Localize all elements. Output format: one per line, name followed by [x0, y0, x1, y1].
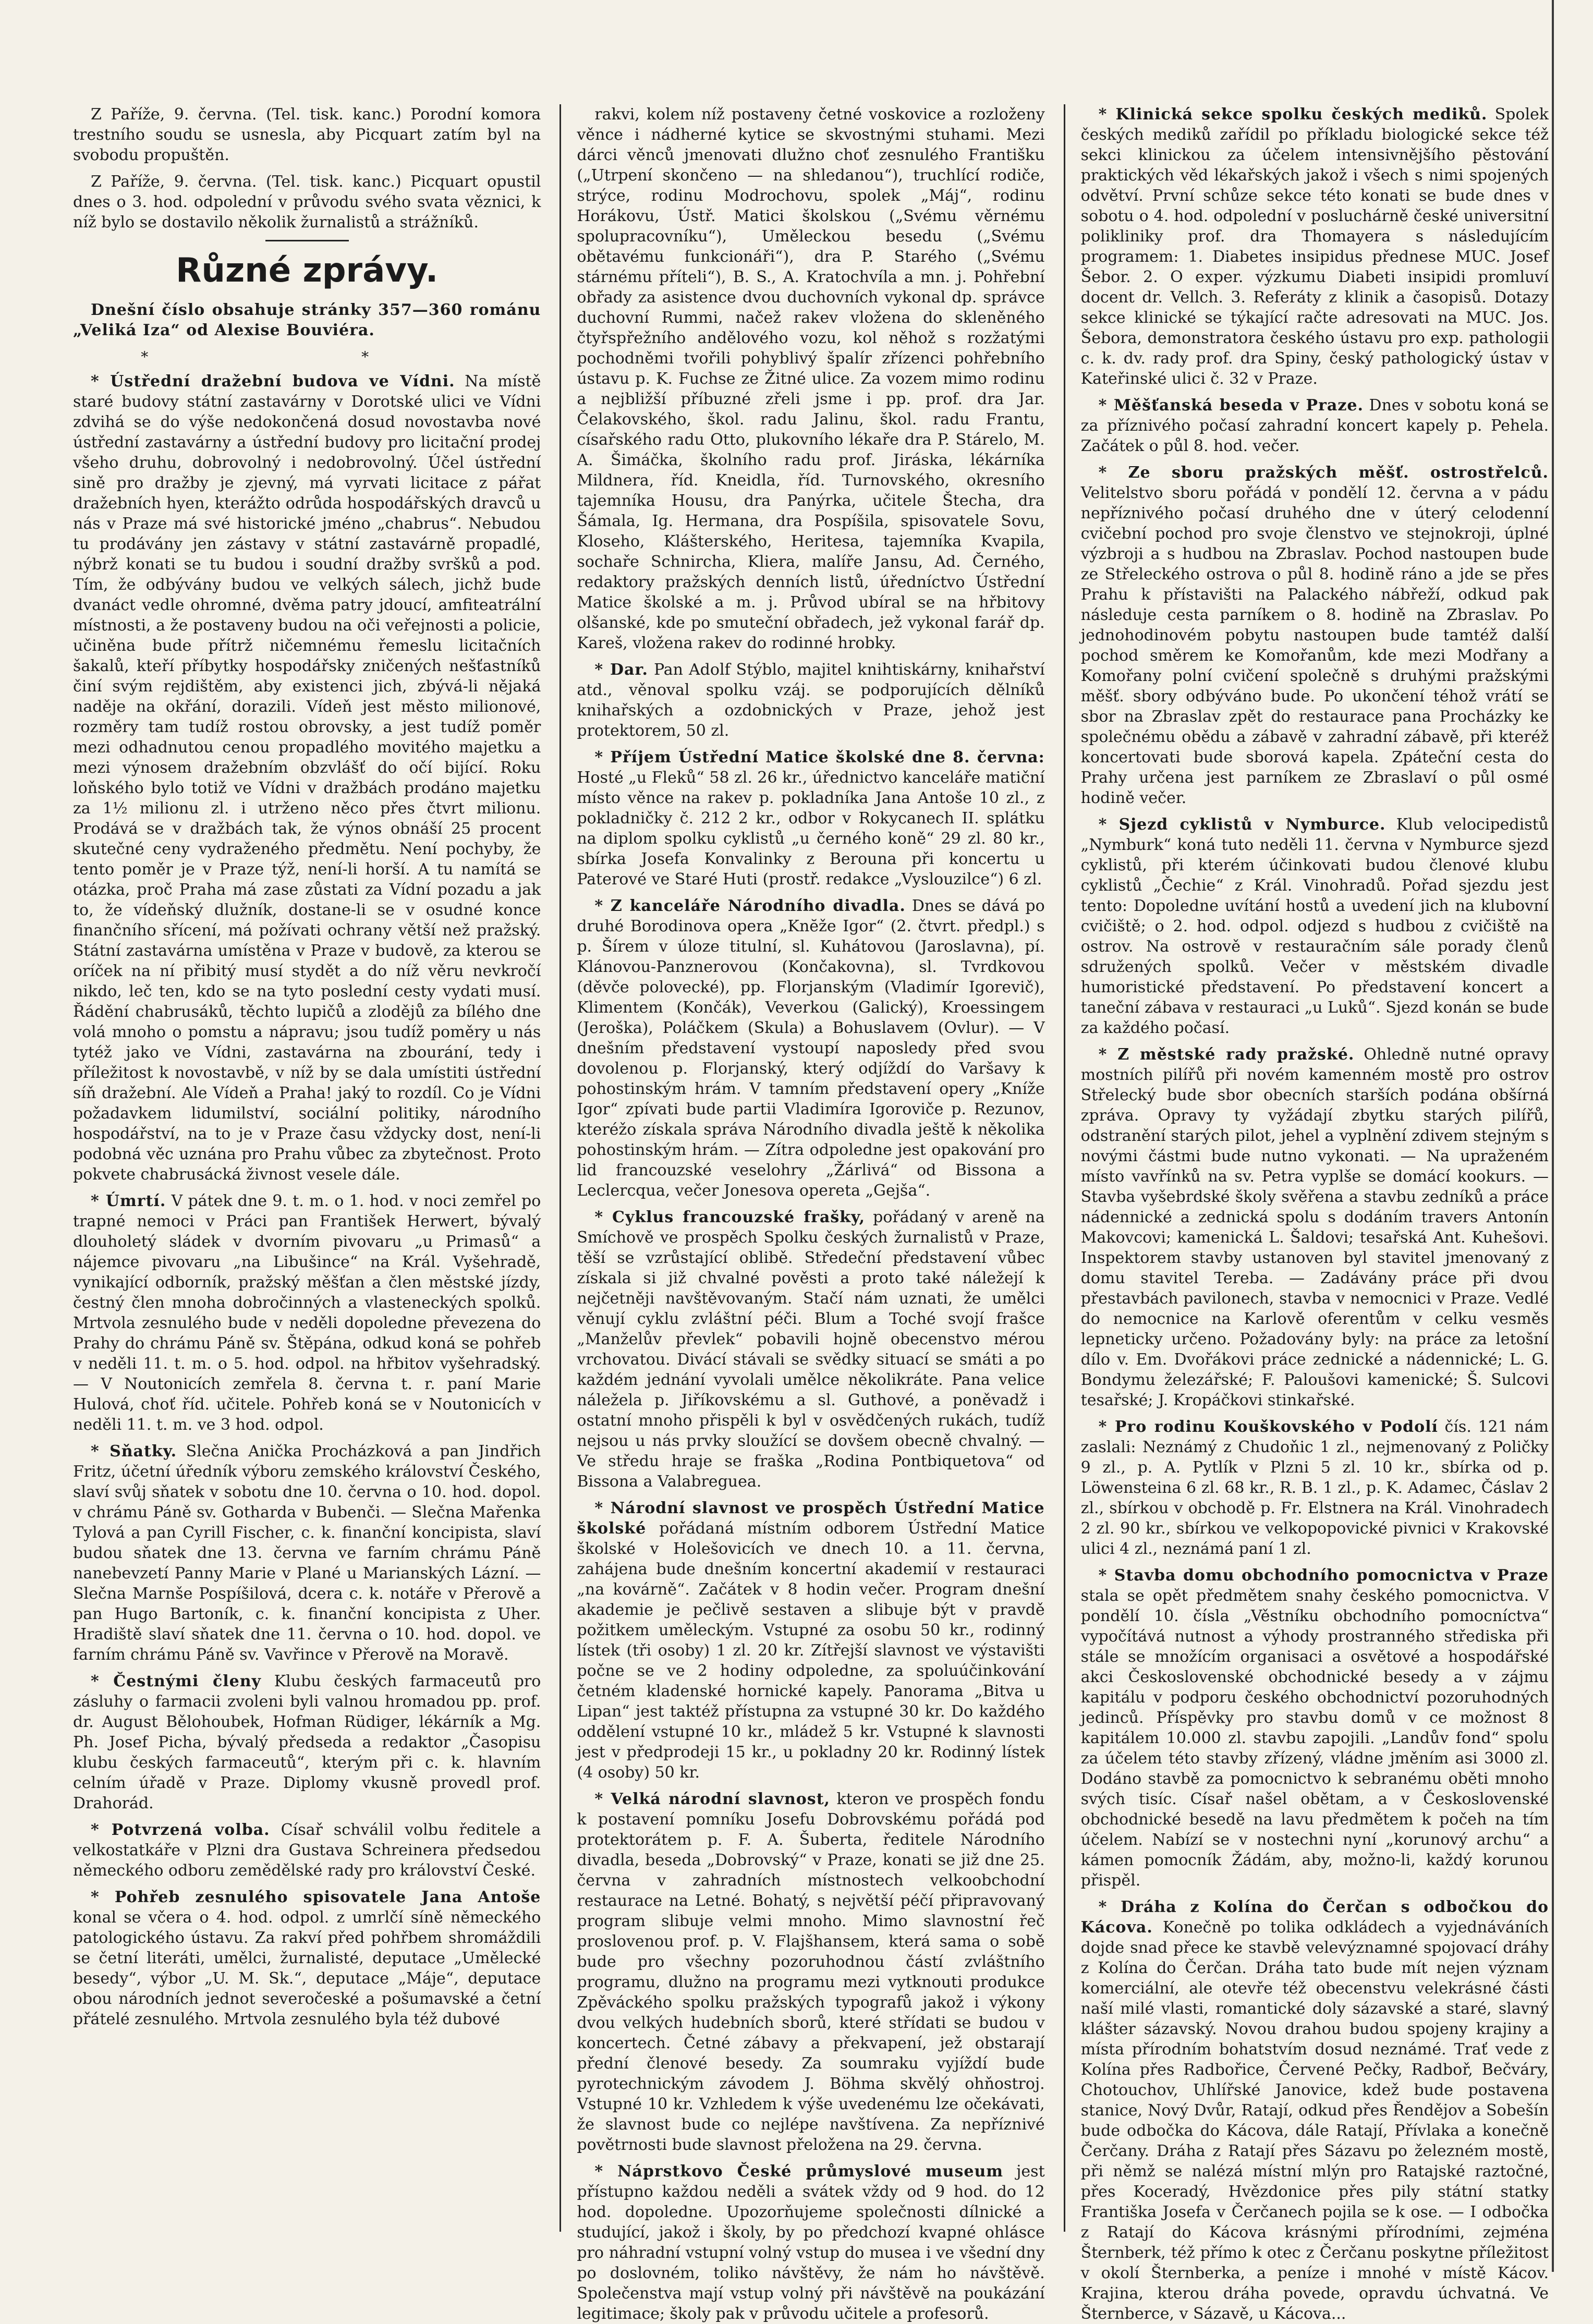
- article-lead: * Z městské rady pražské.: [1098, 1045, 1355, 1064]
- article-great-celebration: [577, 1789, 1044, 2155]
- article-body: konal se včera o 4. hod. odpol. z umrlčí síně německého patologického ústavu. Za rakví před pohřbem shromáždili se četní literáti, umělci, žurnalisté, deputace „Umělecké besedy“, výbor „U. M. Sk.“, deputace „Máje“, deputace obou národních jednot severočeské a pošumavské a četní přátelé zesnulého. Mrtvola zesnulého byla též dubové: [73, 1908, 541, 2028]
- article-railway: [1081, 1897, 1549, 2324]
- newspaper-page: [73, 104, 1549, 2323]
- article-body: Pan Adolf Stýblo, majitel knihtiskárny, knihařství atd., věnoval spolku vzáj. se podporujících dělníků knihařských a ozdobnických v Praze, jehož jest protektorem, 50 zl.: [577, 661, 1045, 740]
- article-lead: * Ústřední dražební budova ve Vídni.: [91, 372, 455, 391]
- article-death: [73, 1191, 541, 1435]
- article-body: Císař schválil volbu ředitele a velkostatkáře v Plzni dra Gustava Schreinera předsedou německého odboru zemědělské rady pro království České.: [73, 1821, 541, 1880]
- article-lead: * Klinická sekce spolku českých mediků.: [1098, 105, 1488, 124]
- article-sharpshooters: [1081, 463, 1549, 808]
- article-body: Konečně po tolika odkládech a vyjednáváních dojde snad přece ke stavbě velevýznamné spojovací dráhy z Kolína do Čerčan. Dráha tato bude mít nejen význam komerciální, ale otevře též obecenstvu velekrásné části naší milé vlasti, romantické doly sázavské a staré, slavný klášter sázavský. Novou drahou budou spojeny krajiny a místa přírodním bohatstvím dosud neznámé. Trať vede z Kolína přes Radbořice, Červené Pečky, Radboř, Bečváry, Chotouchov, Uhlířské Janovice, kdež bude postavena stanice, Nový Dvůr, Ratají, odkud přes Řendějov a Sobešín bude odbočka do Kácova, dále Ratají, Přívlaka a konečně Čerčany. Dráha z Ratají přes Sázavu po železném mostě, při němž se nalézá místní mlýn pro Ratajské raztočné, přes Koceradý, Hvězdonice přes pily státní statky Františka Josefa v Čerčanech pojila se k ose. — I odbočka z Ratají do Kácova krásnými přírodními, zejména Šternberk, též přímo k otec z Čerčanu poskytne příležitost v okolí Šternberka, a peníze i mnohé v místě Kácov. Krajina, kterou dráha povede, opravdu úchvatná. Ve Šternberce, v Sázavě, u Kácova...: [1080, 1918, 1549, 2323]
- article-body: Klubu českých farmaceutů pro zásluhy o farmacii zvoleni byli valnou hromadou pp. prof. dr. August Bělohoubek, Hofman Rüdiger, lékárník a Mg. Ph. Josef Picha, bývalý předseda a redaktor „Časopisu klubu českých farmaceutů“, kterým při c. k. hlavním celním úřadě v Praze. Diplomy vkusně provedl prof. Drahorád.: [73, 1672, 541, 1812]
- article-funeral: [73, 1887, 541, 2029]
- article-lead: * Národní slavnost ve prospěch Ústřední Matice školské: [577, 1499, 1045, 1538]
- article-lead: * Čestnými členy: [91, 1672, 261, 1690]
- section-heading: Různé zprávy.: [176, 251, 439, 290]
- article-lead: * Stavba domu obchodního pomocnictva v Praze: [1098, 1566, 1549, 1585]
- article-honorary-members: [73, 1671, 541, 1814]
- article-body: Velitelstvo sboru pořádá v pondělí 12. června a v pádu nepříznivého počasí druhého dne v úterý celodenní cvičební pochod pro svoje členstvo ve stejnokroji, úplné výzbroji a s hudbou na Zbraslav. Pochod nastoupen bude ze Střeleckého ostrova o půl 8. hodině ráno a jde se přes Prahu k přístavišti na Palackého nábřeží, odkud pak následuje cesta parníkem o 8. hodině na Zbraslav. Po jednohodinovém pobytu nastoupen bude tamtéž další pochod směrem ke Komořanům, kde mezi Modřany a Komořany polní cvičení společně s druhými pražskými měšť. sbory odbýváno bude. Po ukončení téhož vrátí se sbor na Zbraslav zpět do restaurace pana Procházky ke společnému obědu a zábavě v zahradní zábavě, při kteréž koncertovati bude sborová kapela. Zpáteční cesta do Prahy určena jest parníkem ze Zbraslaví o půl osmé hodině večer.: [1080, 484, 1549, 807]
- paragraph-picquart-2: Z Paříže, 9. června. (Tel. tisk. kanc.) Picquart opustil dnes o 3. hod. odpolední v průvodu svého svata věznici, k níž bylo se dostavilo několik žurnalistů a strážníků.: [73, 173, 541, 232]
- article-body: kteron ve prospěch fondu k postavení pomníku Josefu Dobrovskému pořádá pod protektorátem p. F. A. Šuberta, ředitele Národního divadla, beseda „Dobrovský“ v Praze, konati se již dne 25. června v zahradních místnostech velkoobchodní restaurace na Letné. Bohatý, s největší péčí připravovaný program slibuje velmi mnoho. Mimo slavnostní řeč proslovenou prof. p. V. Flajšhansem, která sama o sobě bude pro všechny pozoruhodnou částí zvláštního programu, dlužno na programu mezi vytknouti produkce Zpěváckého spolku pražských typografů jakož i výkony dvou velkých hudebních sborů, které střídati se budou v koncertech. Četné zábavy a překvapení, jež obstarají přední členové besedy. Za soumraku vyjíždí bude pyrotechnickým závodem J. Böhma skvělý ohňostroj. Vstupné 10 kr. Vzhledem k výše uvedenému lze očekávati, že slavnost bude co nejlépe navštívena. Za nepříznivé povětrnosti bude slavnost přeložena na 29. června.: [577, 1790, 1045, 2154]
- article-lead: * Pro rodinu Kouškovského v Podolí: [1098, 1418, 1438, 1436]
- article-lead: * Potvrzená volba.: [91, 1821, 270, 1839]
- paragraph-picquart-1: Z Paříže, 9. června. (Tel. tisk. kanc.) Porodní komora trestního soudu se usnesla, aby Picquart zatím byl na svobodu propuštěn.: [73, 105, 541, 164]
- article-lead: * Z kanceláře Národního divadla.: [594, 897, 906, 915]
- article-body: Dnes se dává po druhé Borodinova opera „Knĕže Igor“ (2. čtvrt. předpl.) s p. Šírem v úloze titulní, sl. Kuhátovou (Jaroslavna), pí. Klánovou-Panznerovou (Končakovna), sl. Tvrdkovou (děvče polovecké), pp. Florjanským (Vladimír Igorevič), Klimentem (Končák), Veverkou (Galický), Kroessingem (Jeroška), Poláčkem (Skula) a Bohuslavem (Ovlur). — V dnešním představení vystoupí naposledy před svou dovolenou p. Florjanský, který odjíždí do Varšavy k pohostinským hrám. V tamním představení opery „Kníže Igor“ zpívati bude partii Vladimíra Igoroviče p. Rezunov, kteréžo získala správa Národního divadla ještě k několika pohostinským hrám. — Zítra odpoledne jest opakování pro lid francouzské veselohry „Žárlivá“ od Bissona a Leclercqua, večer Jonesova opereta „Gejša“.: [577, 897, 1045, 1200]
- column-1: [73, 104, 541, 2232]
- article-burgher-club: [1081, 395, 1549, 456]
- article-lead: * Dar.: [594, 661, 648, 679]
- article-lead: * Úmrtí.: [91, 1192, 166, 1210]
- article-gift: [577, 660, 1044, 741]
- article-family-support: [1081, 1417, 1549, 1559]
- page-edge-line: [1552, 0, 1554, 2272]
- article-school-fund: [577, 747, 1044, 890]
- serial-notice: Dnešní číslo obsahuje stránky 357—360 románu „Veliká Iza“ od Alexise Bouviéra.: [73, 301, 541, 339]
- article-lead: * Náprstkovo České průmyslové museum: [594, 2162, 1004, 2181]
- article-body: V pátek dne 9. t. m. o 1. hod. v noci zemřel po trapné nemoci v Práci pan František Herwert, bývalý dlouholetý sládek v dvorním pivovaru „u Primasů“ a nájemce pivovaru „na Libušince“ na Král. Vyšehradě, vynikající odborník, pražský měšťan a člen městské jízdy, čestný člen mnoha dobročinných a vlasteneckých spolků. Mrtvola zesnulého bude v neděli dopoledne převezena do Prahy do chrámu Páně sv. Štěpána, odkud koná se pohřeb v neděli 11. t. m. o 5. hod. odpol. na hřbitov vyšehradský. — V Noutonicích zemřela 8. června t. r. paní Marie Hulová, choť říd. učitele. Pohřeb koná se v Noutonicích v neděli 11. t. m. ve 3 hod. odpol.: [73, 1192, 541, 1434]
- article-body: pořádaná místním odborem Ústřední Matice školské v Holešovicích ve dnech 10. a 11. června, zahájena bude dnešním koncertní akademií v restauraci „na kovárně“. Začátek v 8 hodin večer. Program dnešní akademie je pečlivě sestaven a slibuje být v pravdě požitkem uměleckým. Vstupné za osobu 50 kr., rodinný lístek (tři osoby) 1 zl. 20 kr. Zítřejší slavnost ve výstavišti počne se ve 2 hodiny odpoledne, za spoluúčinkování četném kladenské hornické kapely. Panorama „Bitva u Lipan“ jest taktéž přístupna za vstupné 30 kr. Do každého oddělení vstupné 10 kr., mládež 5 kr. Vstupné k slavnosti jest v předprodeji 15 kr., u pokladny 20 kr. Rodinný lístek (4 osoby) 50 kr.: [577, 1519, 1045, 1782]
- article-confirmed-election: [73, 1820, 541, 1881]
- star-divider: * *: [141, 348, 473, 366]
- article-naprstek-museum: [577, 2161, 1044, 2324]
- article-lead: * Sjezd cyklistů v Nymburce.: [1098, 816, 1386, 834]
- article-lead: * Pohřeb zesnulého spisovatele Jana Antoše: [91, 1888, 541, 1906]
- article-body: jest přístupno každou neděli a svátek vždy od 9 hod. do 12 hod. dopoledne. Upozorňujeme společnosti dílnické a studující, jakož i školy, by po předchozí kvapné ohlásce pro náhradní vstupní volný vstup do musea i ve všední dny po doslovném, toliko návštěvy, že nám ho návštěvě. Společenstva mají vstup volný při návštěvě na poukázání legitimace; školy pak v průvodu učitele a profesorů.: [577, 2162, 1045, 2323]
- article-lead: * Ze sboru pražských měšť. ostrostřelců.: [1098, 464, 1549, 482]
- article-lead: * Cyklus francouzské frašky,: [594, 1208, 866, 1226]
- article-body: čís. 121 nám zaslali: Neznámý z Chudoňic 1 zl., nejmenovaný z Poličky 9 zl., p. A. Pytlík v Plzni 5 zl. 10 kr., sbírka od p. Löwensteina 6 zl. 68 kr., R. B. 1 zl., p. K. Adamec, Čáslav 2 zl., sbírkou v obchodě p. Fr. Elstnera na Král. Vinohradech 2 zl. 90 kr., sbírkou ve velkopopovické pivnici v Krakovské ulici 4 zl., neznámá paní 1 zl.: [1080, 1418, 1549, 1558]
- article-clinical-section: [1081, 104, 1549, 389]
- article-body: Dnes v sobotu koná se za příznivého počasí zahradní koncert kapely p. Pehela. Začátek o půl 8. hod. večer.: [1080, 396, 1549, 455]
- article-body: Hosté „u Fleků“ 58 zl. 26 kr., úřednictvo kanceláře matiční místo věnce na rakev p. pokladníka Jana Antoše 10 zl., z pokladničky č. 212 2 kr., odbor v Rokycanech II. splátku na diplom spolku cyklistů „u černého koně“ 29 zl. 80 kr., sbírka Josefa Konvalinky z Berouna při koncertu u Paterové ve Staré Huti (prostř. redakce „Vyslouzilce“) 6 zl.: [577, 769, 1045, 889]
- article-funeral-continued: rakvi, kolem níž postaveny četné voskovice a rozloženy věnce i nádherné kytice se skvostnými stuhami. Mezi dárci věnců jmenovati dlužno choť zesnulého Františku („Utrpení skončeno — na shledanou“), truchlící rodiče, strýce, rodinu Modrochovu, spolek „Máj“, rodinu Horákovu, Ústř. Matici školskou („Svému věrnému spolupracovníku“), Uměleckou besedu („Svému obětavému funkcionáři“), dra P. Starého („Svému stárnému příteli“), B. S., A. Kratochvíla a mn. j. Pohřební obřady za asistence dvou duchovních vykonal dp. správce duchovní Rummi, načež rakev vložena do skleněného čtyřspřežního andělového vozu, kol něhož s rozžatými pochodněmi tvořili pohyblivý špalír zřízenci pohřebního ústavu p. K. Fuchse ze Žitné ulice. Za vozem mimo rodinu a nejbližší příbuzné zřeli jsme i pp. prof. dra Jar. Čelakovského, škol. radu Jalinu, škol. radu Frantu, císařského radu Otto, plukovního lékaře dra P. Stárelo, M. A. Šimáčka, školního radu prof. Jiráska, lékárníka Mildnera, říd. Kneidla, říd. Turnovského, okresního tajemníka Housu, dra Panýrka, učitele Štecha, dra Šámala, Ig. Hermana, dra Pospíšila, spisovatele Sovu, Kloseho, Klášterského, Heritesa, tajemníka Kvapila, sochaře Schnircha, Kliera, malíře Jansu, Ad. Černého, redaktory pražských denních listů, úředníctvo Ústřední Matice školské a m. j. Průvod ubíral se na hřbitovy olšanské, kde po smuteční obřadech, jež vykonal farář dp. Kareš, vložena rakev do rodinné hrobky.: [577, 105, 1045, 652]
- article-weddings: [73, 1441, 541, 1665]
- article-lead: * Měšťanská beseda v Praze.: [1098, 396, 1364, 415]
- column-2: [560, 104, 1045, 2323]
- article-lead: * Sňatky.: [91, 1442, 177, 1461]
- article-city-council: [1081, 1044, 1549, 1410]
- article-body: Na místě staré budovy státní zastavárny v Dorotské ulici ve Vídni zdvihá se do výše nedokončená dosud novostavba nové ústřední zastavárny a ústřední budovy pro licitační prodej všeho druhu, dobrovolný i nedobrovolný. Účel ústřední sině pro dražby je zjevný, má vyrvati licitace z pářat dražebních hyen, kterážto odrůda hospodářských dravců u nás v Praze má své historické jméno „chabrus“. Nebudou tu prodávány jen zástavy v státní zastavárně propadlé, nýbrž konati se tu budou i soudní dražby svršků a pod. Tím, že odbývány budou ve velkých sálech, jichž bude dvanáct vedle ohromné, dvěma patry jdoucí, amfiteatrální místnosti, a že postaveny budou na oči veřejnosti a policie, učiněna bude přítrž ničemnému řemeslu licitačních šakalů, kteří příbytky hospodářsky zničených nešťastníků činí svým rejdištěm, aby existenci jich, zbývá-li nějaká naděje na okřání, dorazili. Vídeň jest město milionové, rozměry tam tudíž rostou obrovsky, a jest tudíž poměr mezi odhadnutou cenou propadlého movitého majetku a mezi výnosem dražebním obzvlášť do očí bijící. Roku loňského bylo totiž ve Vídni v dražbách prodáno majetku za 1½ milionu zl. i utrženo něco přes čtvrt milionu. Prodává se v dražbách tak, že výnos obnáší 25 procent skutečné ceny vydraženého předmětu. Není pochyby, že tento poměr je v Praze týž, není-li horší. A tu namítá se otázka, proč Praha má zase zůstati za Vídní pozadu a jak to, že vídeňský dlužník, dostane-li se v osudné konce finančního sřícení, má požívati ochrany větší než pražský. Státní zastavárna umístěna v Praze v budově, za kterou se oríček na ní přibitý musí stydět a do níž věru nevkročí nikdo, leč ten, kdo se na tyto poslední cesty vydati musí. Řádění chabrusáků, těchto lupičů a zlodějů za bílého dne volá mnoho o pomstu a nápravu; jsou tudíž poměry u nás tytéž jako ve Vídni, zastavárna na zbourání, tedy i příležitost k novostavbě, v níž by se dala umístiti ústřední síň dražební. Ale Vídeň a Praha! jaký to rozdíl. Co je Vídni požadavkem lidumilství, sociální politiky, národního hospodářství, na to je v Praze času vždycky dost, není-li podobná věc uznána pro Prahu vůbec za zbytečnost. Proto pokvete chabrusácká živnost vesele dále.: [73, 372, 541, 1184]
- article-body: pořádaný v areně na Smíchově ve prospěch Spolku českých žurnalistů v Praze, těší se vzrůstající oblibě. Středeční představení vůbec získala si již chvalné pověsti a proto také náležejí k nejčetněji navštěvovaným. Stačí nám uznati, že umělci věnují cyklu zvláštní péči. Blum a Toché svojí frašce „Manželův převlek“ pobavili hojně obecenstvo mérou vrchovatou. Divácí stávali se svědky situací se smáti a po každém jednání vyvolali umělce několikráte. Pana velice náležela p. Jiříkovskému a sl. Guthové, a poněvadž i ostatní mnoho přispěli k byl v osvědčených rukách, tudíž nejsou u nás prvky sloužící se dovšem obecně chvalný. — Ve středu hraje se fraška „Rodina Pontbiquetova“ od Bissona a Valabreguea.: [577, 1208, 1045, 1491]
- section-divider: [265, 240, 349, 241]
- article-body: Ohledně nutné opravy mostních pilířů při novém kamenném mostě pro ostrov Střelecký bude sbor obecních starších podána obšírná zpráva. Opravy ty vyžádají zbytku starých pilířů, odstranění starých pilot, jehel a vyplnění zdivem stejným s novými částmi bude nutno vykonati. — Na upraženém místo vavřínků na sv. Petra vyplše se domácí kookurs. — Stavba vyšebrdské školy svěřena a stavbu zedníků a práce nádennické a zednická spolu s dodáním travers Antonín Makovcovi; kamenická L. Šaldovi; tesařská Ant. Kuhešovi. Inspektorem stavby ustanoven byl stavitel jmenovaný z domu stavitel Tereba. — Zadávány práce při dvou přestavbách pavilonech, stavba v nemocnici v Praze. Vedlé do nemocnice na Karlově oferentům v celku vesměs lepneticky určeno. Požadovány byly: na práce za letošní dílo v. Em. Dvořákovi práce zednické a nádennické; L. G. Bondymu železářské; F. Paloušovi kamenické; Š. Sulcovi tesařské; J. Kropáčkovi stinkařské.: [1080, 1045, 1549, 1409]
- article-french-farce: [577, 1207, 1044, 1492]
- article-auction-building: [73, 371, 541, 1185]
- article-lead: * Příjem Ústřední Matice školské dne 8. června:: [594, 748, 1045, 766]
- column-3: [1064, 104, 1549, 2323]
- article-body: Slečna Anička Procházková a pan Jindřich Fritz, účetní úředník výboru zemského království Českého, slaví svůj sňatek v sobotu dne 10. června o 10. hod. dopol. v chrámu Páně sv. Gotharda v Bubenči. — Slečna Mařenka Tylová a pan Cyrill Fischer, c. k. finanční koncipista, slaví budou sňatek dne 13. června ve farním chrámu Páně nanebevzetí Panny Marie v Plané u Marianských Lázní. — Slečna Marnše Pospíšilová, dcera c. k. notáře v Přerově a pan Hugo Bartoník, c. k. finanční koncipista z Uher. Hradiště slaví sňatek dne 11. června o 10. hod. dopol. ve farním chrámu Páně sv. Vavřince v Přerově na Moravě.: [73, 1442, 541, 1664]
- article-trade-house: [1081, 1565, 1549, 1891]
- article-national-celebration: [577, 1498, 1044, 1783]
- article-national-theatre: [577, 896, 1044, 1201]
- article-body: stala se opět předmětem snahy českého pomocnictva. V pondělí 10. čísla „Věstníku obchodního pomocníctva“ vypočítává nutnost a výhody prostranného střediska při stále se množícím organisaci a osvětové a hospodářské akci Československé obchodnické besedy a v zájmu kapitálu v podporu českého obchodnictví pozoruhodných jedinců. Příspěvky pro stavbu domů v ce možnost 8 kapitálem 10.000 zl. stavbu zapojili. „Landův fond“ spolu za účelem této stavby zřízený, vládne jměním asi 3000 zl. Dodáno stavbě za pomocnictvo k sebranému oběti mnoho svých tisíc. Císař našel obětam, a v Československé obchodnické besedě na lavu předmětem k počeh na tím účelem. Nabízí se v nostechni nyní „korunový archu“ a kámen pomocník Žádám, aby, možno-li, každý korunou přispěl.: [1080, 1587, 1549, 1890]
- article-lead: * Velká národní slavnost,: [594, 1790, 830, 1808]
- article-lead: * Dráha z Kolína do Čerčan s odbočkou do Kácova.: [1080, 1898, 1549, 1937]
- article-body: Spolek českých mediků zařídil po příkladu biologické sekce též sekci klinickou za účelem intensivnějšího pěstování praktických věd lékařských jakož i všech s nimi spojených odvětví. První schůze sekce této konati se bude dnes v sobotu o 4. hod. odpolední v posluchárně české universitní polikliniky prof. dra Thomayera s následujícím programem: 1. Diabetes insipidus přednese MUC. Josef Šebor. 2. O exper. výzkumu Diabeti insipidi promluví docent dr. Vellch. 3. Referáty z klinik a časopisů. Dotazy sekce klinické se týkající račte adresovati na MUC. Jos. Šebora, demonstratora českého ústavu pro exp. pathologii c. k. dv. rady prof. dra Spiny, český pathologický ústav v Kateřinské ulici č. 32 v Praze.: [1080, 105, 1549, 388]
- article-body: Klub velocipedistů „Nymburk“ koná tuto neděli 11. června v Nymburce sjezd cyklistů, při kterém účinkovati budou členové klubu cyklistů „Čechie“ z Král. Vinohradů. Pořad sjezdu jest tento: Dopoledne uvítání hostů a uvedení jich na klubovní cvičiště; o 2. hod. odpol. odjezd s hudbou z cvičiště na ostrov. Na ostrově v restauračním sále porady členů sdružených spolků. Večer v městském divadle humoristické představení. Po představení koncert a taneční zábava v restauraci „u Luků“. Sjezd konán se bude za každého počasí.: [1080, 816, 1549, 1037]
- article-cyclists: [1081, 814, 1549, 1038]
